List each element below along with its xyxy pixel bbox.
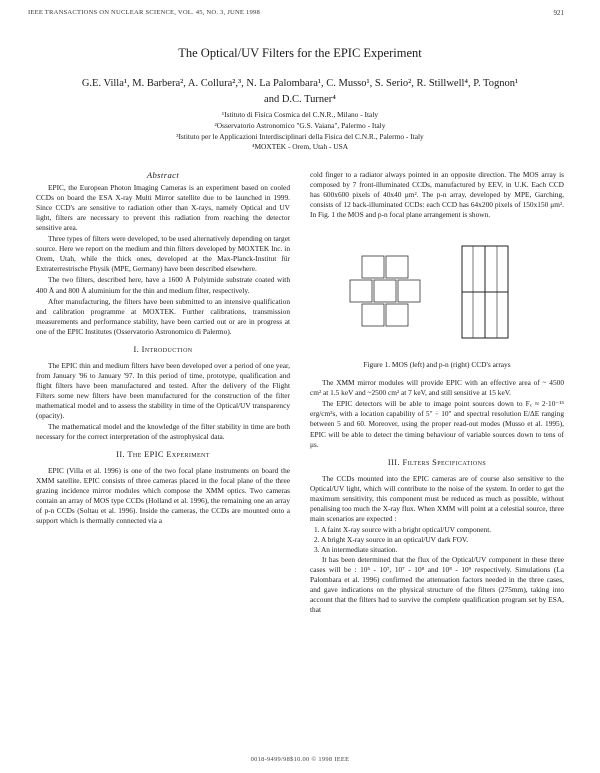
paper-title: The Optical/UV Filters for the EPIC Experiment xyxy=(178,46,422,60)
running-head: IEEE TRANSACTIONS ON NUCLEAR SCIENCE, VOL. 45, NO. 3, JUNE 1998 xyxy=(28,9,260,16)
mirror-paragraph: The XMM mirror modules will provide EPIC with an effective area of ~ 4500 cm² at 1.5 keV and ~2500 cm² at 7 keV, and still sensitive at 15 keV. xyxy=(310,378,564,398)
figure-caption: Figure 1. MOS (left) and p-n (right) CCD's arrays xyxy=(363,360,511,370)
section-heading-introduction: I. Introduction xyxy=(133,344,193,354)
author-line: and D.C. Turner⁴ xyxy=(264,94,336,105)
section-heading-epic: II. The EPIC Experiment xyxy=(116,450,210,460)
affiliation: ⁴MOXTEK - Orem, Utah - USA xyxy=(251,142,349,152)
page-footer: 0018-9499/98$10.00 © 1998 IEEE xyxy=(250,756,350,763)
affiliation: ²Osservatorio Astronomico "G.S. Vaiana", Palermo - Italy xyxy=(214,120,386,130)
mos-array-icon xyxy=(350,256,420,326)
page-number: 921 xyxy=(553,9,564,17)
affiliation: ¹Istituto di Fisica Cosmica del C.N.R., Milano - Italy xyxy=(221,110,379,119)
intro-paragraph: The EPIC thin and medium filters have been developed over a period of one year, from January '96 to January '97. In this period of time, prototype, qualification and flight filters have been manufactured and tested. After the delivery of the Flight Filters some new filters have been manufactured for the construction of the filter mathematical model and to assess the stability in time of the Optical/UV transparency (opacity). xyxy=(36,360,290,421)
affiliations xyxy=(60,110,540,153)
filters-paragraph: It has been determined that the flux of the Optical/UV component in these three cases will be : 10⁵ - 10⁷, 10⁷ - 10⁸ and 10⁸ - 10⁹ respectively. Simulations (La Palombara et al. 1996) confirmed the attenuation factors needed in the three cases, and gave indications on the physical structure of the filters (275mm), taking into account that the filters had to survive the complete qualification program set by ESA, that xyxy=(310,555,564,615)
abstract-heading: Abstract xyxy=(146,170,180,180)
right-column xyxy=(310,170,564,616)
affiliation: ³Istituto per le Applicazioni Interdisciplinari della Fisica del C.N.R., Palermo - Italy xyxy=(176,131,424,141)
figure-ccd-arrays xyxy=(310,228,564,356)
author-list xyxy=(40,76,560,108)
detector-paragraph: The EPIC detectors will be able to image point sources down to Fₓ ≈ 2·10⁻¹⁵ erg/cm²s, with a location capability of 5" ÷ 10" and spectral resolution E/ΔE ranging between 5 and 60. Moreover, using the proper read-out modes (Musso et al. 1995), EPIC will be able to detect the timing behaviour of variable sources down to tens of μs. xyxy=(310,399,564,449)
left-column xyxy=(36,170,290,528)
abstract-paragraph: The two filters, described here, have a 1600 Å Polyimide substrate coated with 400 Å and 800 Å aluminium for the thin and medium filter, respectively. xyxy=(36,275,290,295)
abstract-paragraph: EPIC, the European Photon Imaging Cameras is an experiment based on cooled CCDs on board the ESA X-ray Multi Mirror satellite due to be launched in 1999. Since CCD's are sensitive to radiation other than X-rays, namely Optical and UV light, filters are necessary to prevent this radiation from reaching the detector sensitive area. xyxy=(36,183,290,233)
epic-paragraph-continued: cold finger to a radiator always pointed in an opposite direction. The MOS array is composed by 7 front-illuminated CCDs, manufactured by EEV, in U.K. Each CCD has 600x600 pixels of 40x40 μm². The p-n array, developed by MPE, Garching, consists of 12 back-illuminated CCDs: each CCD has 64x200 pixels of 150x150 μm². In Fig. 1 the MOS and p-n focal plane arrangement is shown. xyxy=(310,170,564,220)
scenario-item: 3. An intermediate situation. xyxy=(314,544,398,554)
pn-array-icon xyxy=(462,246,508,338)
ccd-array-diagram xyxy=(310,228,564,356)
intro-paragraph: The mathematical model and the knowledge of the filter stability in time are both necessary for the correct interpretation of the astrophysical data. xyxy=(36,422,290,442)
scenario-item: 2. A bright X-ray source in an optical/UV dark FOV. xyxy=(314,534,469,544)
filters-paragraph: The CCDs mounted into the EPIC cameras are of course also sensitive to the Optical/UV light, which will contribute to the noise of the system. In order to get the maximum sensitivity, this component must be reduced as much as possible, without penalising too much the X-ray flux. When XMM will point at a celestial source, three main scenarios are expected : xyxy=(310,473,564,523)
abstract-paragraph: Three types of filters were developed, to be used alternatively depending on target source. Here we report on the medium and thin filters developed by MOXTEK Inc. in Orem, Utah, while the thick ones, developed at the Max-Planck-Institut für Extraterrestrische Physik (MPE, Germany) have been described elsewhere. xyxy=(36,234,290,274)
abstract-paragraph: After manufacturing, the filters have been submitted to an intensive qualification and calibration programme at MOXTEK. Further calibrations, transmission measurements and performance stability, have been carried out or are in progress at one of the EPIC Institutes (Osservatorio Astronomico di Palermo). xyxy=(36,296,290,336)
scenario-item: 1. A faint X-ray source with a bright optical/UV component. xyxy=(314,524,492,534)
epic-paragraph: EPIC (Villa et al. 1996) is one of the two focal plane instruments on board the XMM satellite. EPIC consists of three cameras placed in the focal plane of the three grazing incidence mirror modules which compose the XMM optics. Two cameras contain an array of MOS type CCDs (Holland et al. 1996), the remaining one an array of p-n CCDs (Soltau et al. 1996). Inside the cameras, the CCDs are mounted onto a support which is thermally connected via a xyxy=(36,466,290,526)
section-heading-filters: III. Filters Specifications xyxy=(387,457,487,467)
author-line: G.E. Villa¹, M. Barbera², A. Collura²,³, N. La Palombara¹, C. Musso¹, S. Serio², R. Stillwell⁴, P. Tognon¹ xyxy=(81,78,519,89)
